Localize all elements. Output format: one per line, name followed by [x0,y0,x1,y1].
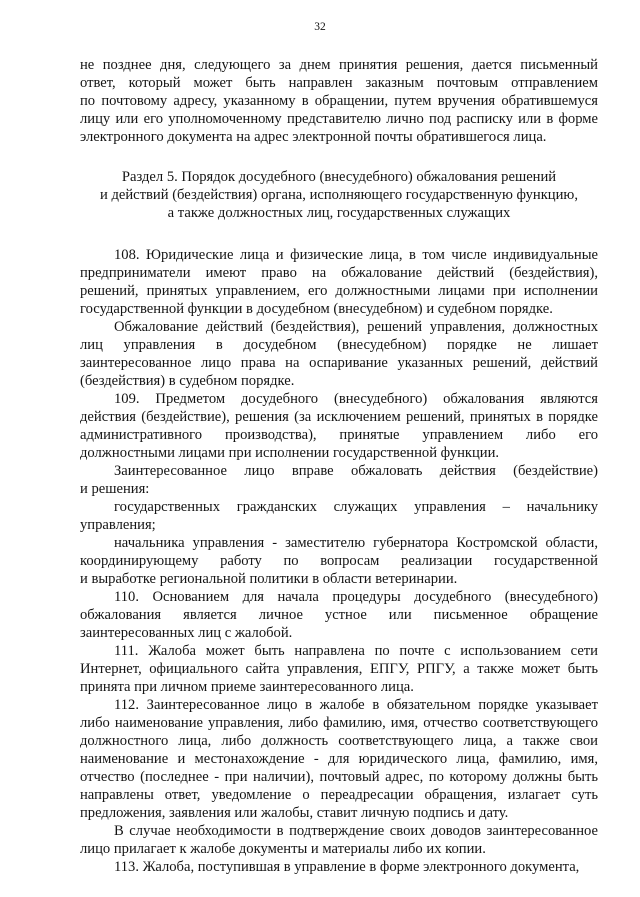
heading-line: и действий (бездействия) органа, исполняющего государственную функцию, [100,187,578,203]
text-line: принята при личном приеме заинтересованного лица. [80,679,414,695]
text-line: государственной функции в досудебном (внесудебном) и судебном порядке. [80,301,553,317]
text-line: начальника управления - заместителю губернатора Костромской области, [114,535,598,551]
text-line: действия (бездействие), решения (за исключением решений, принятых в порядке [80,409,598,425]
paragraph-p108 [80,246,598,318]
section-heading [80,168,598,222]
text-line: не позднее дня, следующего за днем принятия решения, дается письменный [80,57,598,73]
text-line: должностными лицами при исполнении государственной функции. [80,445,500,461]
paragraph-p109 [80,390,598,462]
text-line: ответ, который может быть направлен заказным почтовым отправлением [80,75,598,91]
text-line: координирующему работу по вопросам реализации государственной [80,553,598,569]
text-line: либо наименование управления, либо фамилию, имя, отчество соответствующего [80,715,598,731]
text-line: отчество (последнее - при наличии), почтовый адрес, по которому должны быть [80,769,598,785]
text-line: решений, принятых управлением, его должностными лицами при исполнении [80,283,598,299]
text-line: предложения, заявления или жалобы, ставит личную подпись и дату. [80,805,509,821]
paragraph-p113 [80,858,598,876]
text-line: заинтересованное лицо права на оспаривание указанных решений, действий [80,355,598,371]
text-line: обжалования является личное устное или письменное обращение [80,607,598,623]
text-line: 111. Жалоба может быть направлена по почте с использованием сети [114,643,598,659]
paragraph-p108b [80,318,598,390]
text-line: 112. Заинтересованное лицо в жалобе в обязательном порядке указывает [114,697,598,713]
text-line: управления; [80,517,156,533]
text-line: Обжалование действий (бездействия), решений управления, должностных [114,319,598,335]
paragraph-p109b [80,462,598,498]
text-line: 109. Предметом досудебного (внесудебного) обжалования являются [114,391,598,407]
text-line: лицо прилагает к жалобе документы и материалы либо их копии. [80,841,486,857]
text-line: наименование и местонахождение - для юридического лица, фамилию, имя, [80,751,598,767]
text-line: государственных гражданских служащих управления – начальнику [114,499,598,515]
text-line: (бездействия) в судебном порядке. [80,373,295,389]
heading-line: Раздел 5. Порядок досудебного (внесудебного) обжалования решений [121,169,557,185]
intro-paragraph [80,56,598,146]
text-line: заинтересованных лиц с жалобой. [80,625,293,641]
paragraph-p110 [80,588,598,642]
paragraph-p111 [80,642,598,696]
text-line: Интернет, официального сайта управления, ЕПГУ, РПГУ, а также может быть [80,661,598,677]
text-line: и решения: [80,481,150,497]
text-line: лиц управления в досудебном (внесудебном) порядке не лишает [80,337,598,353]
text-line: предприниматели имеют право на обжалование действий (бездействия), [80,265,598,281]
paragraph-p109c [80,498,598,534]
page-number: 32 [314,21,326,33]
paragraph-p109d [80,534,598,588]
text-line: 113. Жалоба, поступившая в управление в форме электронного документа, [114,859,580,875]
text-line: Заинтересованное лицо вправе обжаловать действия (бездействие) [114,463,598,479]
text-line: по почтовому адресу, указанному в обращении, путем вручения обратившемуся [80,93,598,109]
text-line: В случае необходимости в подтверждение своих доводов заинтересованное [114,823,598,839]
text-line: и выработке региональной политики в области ветеринарии. [80,571,458,587]
paragraph-p112 [80,696,598,822]
text-line: 110. Основанием для начала процедуры досудебного (внесудебного) [114,589,598,605]
paragraphs [80,246,598,876]
heading-line: а также должностных лиц, государственных служащих [167,205,511,221]
paragraph-p112b [80,822,598,858]
text-line: 108. Юридические лица и физические лица, в том числе индивидуальные [114,247,598,263]
text-line: должностного лица, либо должность соответствующего лица, а также свои [80,733,598,749]
text-line: направлены ответ, уведомление о переадресации обращения, излагает суть [80,787,598,803]
text-line: лицу или его уполномоченному представителю лично под расписку или в форме [80,111,598,127]
text-line: электронного документа на адрес электронной почты обратившегося лица. [80,129,547,145]
text-line: административного производства), принятые управлением либо его [80,427,598,443]
document-body [80,56,598,876]
